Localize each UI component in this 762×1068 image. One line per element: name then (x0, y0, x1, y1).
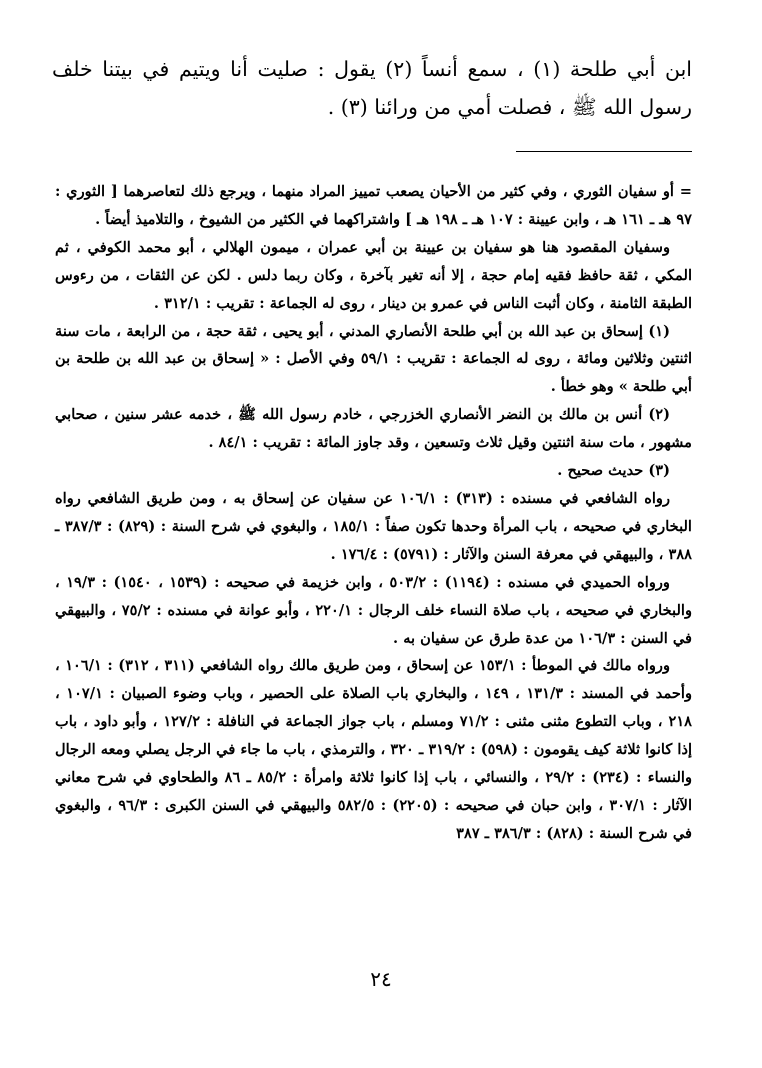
footnote-divider (516, 151, 692, 152)
footnote-paragraph: = أو سفيان الثوري ، وفي كثير من الأحيان يصعب تمييز المراد منهما ، ويرجع ذلك لتعاصرهما [ الثوري : ٩٧ هـ ـ ١٦١ هـ ، وابن عيينة : ١٠٧ هـ ـ ١٩٨ هـ ] واشتراكهما في الكثير من الشيوخ ، والتلاميذ أيضاً . (55, 183, 692, 228)
page-number: ٢٤ (370, 967, 392, 991)
footnote-paragraph: ورواه مالك في الموطأ : ١٥٣/١ عن إسحاق ، ومن طريق مالك رواه الشافعي (٣١١ ، ٣١٢) : ١٠٦/١ ، وأحمد في المسند : ١٣١/٣ ، ١٤٩ ، والبخاري باب الصلاة على الحصير ، وباب وضوء الصبيان : ١٠٧/١ ، ٢١٨ ، وباب التطوع مثنى مثنى : ٧١/٢ ومسلم ، باب جواز الجماعة في النافلة : ١٢٧/٢ ، وأبو داود ، باب إذا كانوا ثلاثة كيف يقومون : (٥٩٨) : ٣١٩/٢ ـ ٣٢٠ ، والترمذي ، باب ما جاء في الرجل يصلي ومعه الرجال والنساء : (٢٣٤) : ٢٩/٢ ، والنسائي ، باب إذا كانوا ثلاثة وامرأة : ٨٥/٢ ـ ٨٦ والطحاوي في شرح معاني الآثار : ٣٠٧/١ ، وابن حبان في صحيحه : (٢٢٠٥) : ٥٨٢/٥ والبيهقي في السنن الكبرى : ٩٦/٣ ، والبغوي في شرح السنة : (٨٢٨) : ٣٨٦/٣ ـ ٣٨٧ (55, 657, 693, 842)
footnote-paragraph: ورواه الحميدي في مسنده : (١١٩٤) : ٥٠٣/٢ ، وابن خزيمة في صحيحه : (١٥٣٩ ، ١٥٤٠) : ١٩/٣ ، والبخاري في صحيحه ، باب صلاة النساء خلف الرجال : ٢٢٠/١ ، وأبو عوانة في مسنده : ٧٥/٢ ، والبيهقي في السنن : ١٠٦/٣ من عدة طرق عن سفيان به . (55, 573, 692, 647)
main-text-block (52, 50, 692, 126)
footnotes-block (55, 178, 692, 848)
footnote-paragraph: وسفيان المقصود هنا هو سفيان بن عيينة بن أبي عمران ، ميمون الهلالي ، أبو محمد الكوفي ، ثم المكي ، ثقة حافظ فقيه إمام حجة ، إلا أنه تغير بآخرة ، وكان ربما دلس . لكن عن الثقات ، من رءوس الطبقة الثامنة ، وكان أثبت الناس في عمرو بن دينار ، روى له الجماعة : تقريب : ٣١٢/١ . (55, 238, 692, 312)
footnote-paragraph: (١) إسحاق بن عبد الله بن أبي طلحة الأنصاري المدني ، أبو يحيى ، ثقة حجة ، من الرابعة ، مات سنة اثنتين وثلاثين ومائة ، روى له الجماعة : تقريب : ٥٩/١ وفي الأصل : « إسحاق بن عبد الله بن طلحة بن أبي طلحة » وهو خطأ . (55, 322, 692, 396)
main-paragraph: ابن أبي طلحة (١) ، سمع أنساً (٢) يقول : صليت أنا ويتيم في بيتنا خلف رسول الله ﷺ ، فصلت أمي من ورائنا (٣) . (52, 57, 692, 119)
footnote-paragraph: (٢) أنس بن مالك بن النضر الأنصاري الخزرجي ، خادم رسول الله ﷺ ، خدمه عشر سنين ، صحابي مشهور ، مات سنة اثنتين وقيل ثلاث وتسعين ، وقد جاوز المائة : تقريب : ٨٤/١ . (55, 406, 692, 452)
footnote-paragraph: (٣) حديث صحيح . (557, 462, 670, 480)
footnote-paragraph: رواه الشافعي في مسنده : (٣١٣) : ١٠٦/١ عن سفيان عن إسحاق به ، ومن طريق الشافعي رواه البخاري في صحيحه ، باب المرأة وحدها تكون صفاً : ١٨٥/١ ، والبغوي في شرح السنة : (٨٢٩) : ٣٨٧/٣ ـ ٣٨٨ ، والبيهقي في معرفة السنن والآثار : (٥٧٩١) : ١٧٦/٤ . (55, 489, 692, 563)
